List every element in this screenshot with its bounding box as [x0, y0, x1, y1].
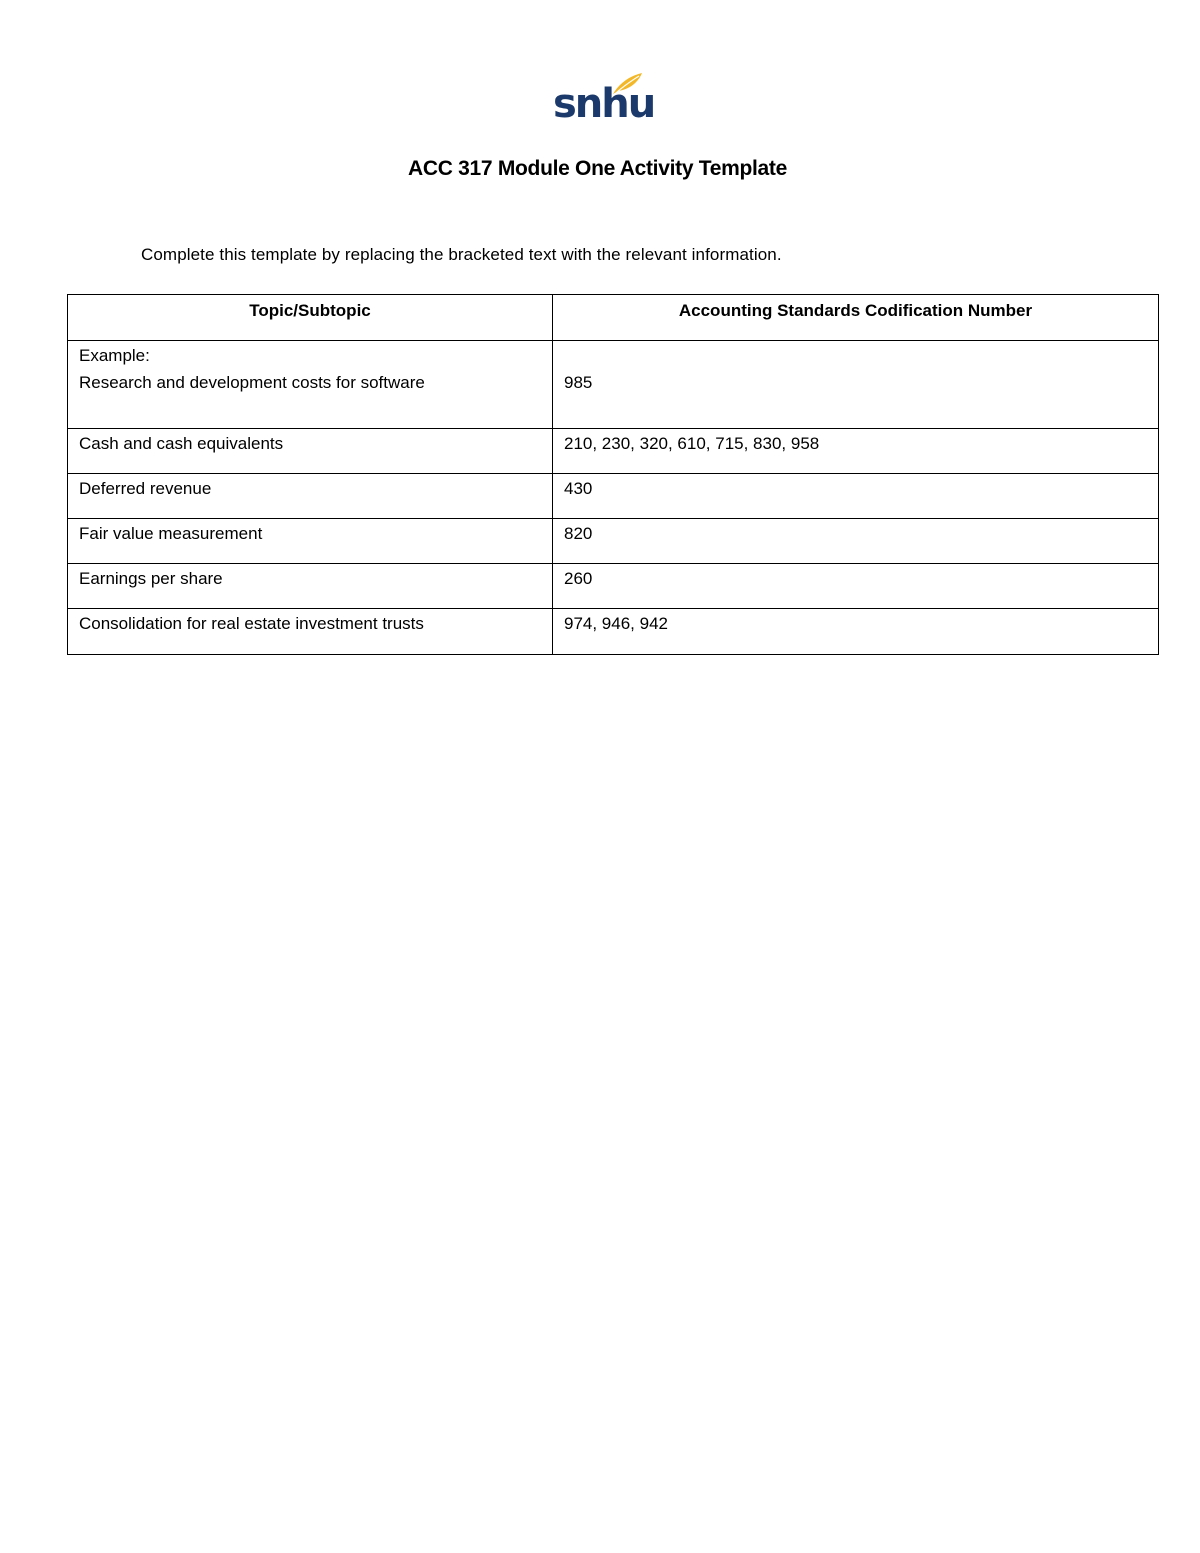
example-topic-cell — [68, 341, 553, 429]
example-label: Example: — [79, 346, 150, 365]
table-row — [68, 609, 1159, 655]
table-header-row — [68, 295, 1159, 341]
page-title: ACC 317 Module One Activity Template — [408, 157, 787, 180]
example-row — [68, 341, 1159, 429]
codification-cell: 974, 946, 942 — [553, 609, 1159, 655]
table-row — [68, 564, 1159, 609]
table-row — [68, 519, 1159, 564]
topic-cell: Deferred revenue — [68, 474, 553, 519]
topic-cell: Cash and cash equivalents — [68, 429, 553, 474]
snhu-logo — [553, 72, 655, 134]
codification-cell: 260 — [553, 564, 1159, 609]
instructions-text: Complete this template by replacing the bracketed text with the relevant information. — [141, 245, 782, 264]
header-topic: Topic/Subtopic — [68, 295, 553, 341]
table-row — [68, 474, 1159, 519]
topic-cell: Earnings per share — [68, 564, 553, 609]
logo-wordmark: snhu — [553, 81, 655, 127]
topic-cell: Fair value measurement — [68, 519, 553, 564]
codification-cell: 210, 230, 320, 610, 715, 830, 958 — [553, 429, 1159, 474]
codification-table — [67, 294, 1159, 655]
topic-cell: Consolidation for real estate investment trusts — [68, 609, 553, 655]
example-topic: Research and development costs for software — [79, 373, 425, 392]
example-codification: 985 — [553, 341, 1159, 429]
header-codification: Accounting Standards Codification Number — [553, 295, 1159, 341]
codification-cell: 430 — [553, 474, 1159, 519]
codification-cell: 820 — [553, 519, 1159, 564]
table-row — [68, 429, 1159, 474]
